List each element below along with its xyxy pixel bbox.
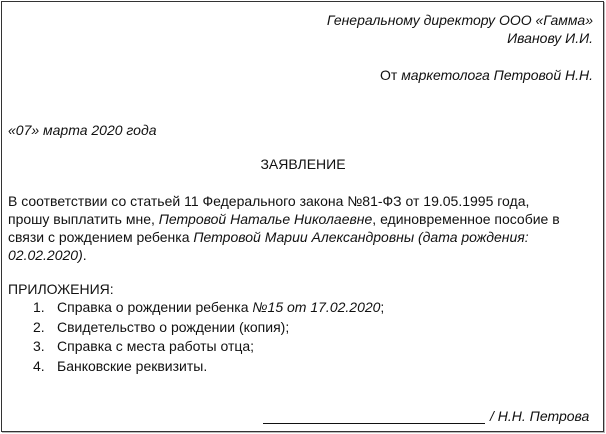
list-item-text: Банковские реквизиты. (57, 357, 208, 374)
addressee-name: Иванову И.И. (507, 30, 593, 46)
list-item-number: 1. (33, 299, 45, 315)
from-prefix: От (379, 67, 402, 83)
body-line-4 (8, 246, 598, 264)
document-title: ЗАЯВЛЕНИЕ (260, 156, 346, 172)
list-item (8, 298, 384, 318)
list-item (8, 337, 384, 357)
list-item-text: Свидетельство о рождении (копия); (57, 318, 290, 335)
body-paragraph (8, 192, 598, 264)
signature-name: / Н.Н. Петрова (490, 408, 590, 424)
attachments-list (8, 298, 384, 376)
body-line-2-a: прошу выплатить мне, (8, 211, 159, 227)
body-line-1: В соответствии со статьей 11 Федерального закона №81-ФЗ от 19.05.1995 года, (8, 193, 530, 209)
document-date: «07» марта 2020 года (8, 122, 157, 138)
certificate-number: №15 от 17.02.2020 (252, 299, 381, 315)
attachments-heading: ПРИЛОЖЕНИЯ: (8, 281, 114, 297)
from-person: маркетолога Петровой Н.Н. (401, 67, 593, 83)
body-line-2 (8, 210, 598, 228)
signature-line (263, 423, 485, 424)
list-item-end: ; (380, 299, 385, 315)
body-line-3 (8, 228, 598, 246)
body-line-4-end: . (82, 247, 87, 263)
list-item-number: 2. (33, 318, 45, 335)
list-item (8, 357, 384, 377)
list-item (8, 318, 384, 338)
body-line-3-a: связи с рождением ребенка (8, 229, 194, 245)
addressee-title: Генеральному директору ООО «Гамма» (326, 12, 593, 28)
list-item-text: Справка о рождении ребенка (57, 299, 253, 315)
applicant-name: Петровой Наталье Николаевне (158, 211, 373, 227)
child-name: Петровой Марии Александровны (дата рождения: (193, 229, 529, 245)
list-item-number: 4. (33, 357, 45, 374)
body-line-2-c: , единовременное пособие в (372, 211, 560, 227)
from-line (380, 66, 593, 84)
birth-date: 02.02.2020) (8, 247, 83, 263)
list-item-number: 3. (33, 338, 45, 354)
list-item-text: Справка с места работы отца; (57, 338, 255, 354)
